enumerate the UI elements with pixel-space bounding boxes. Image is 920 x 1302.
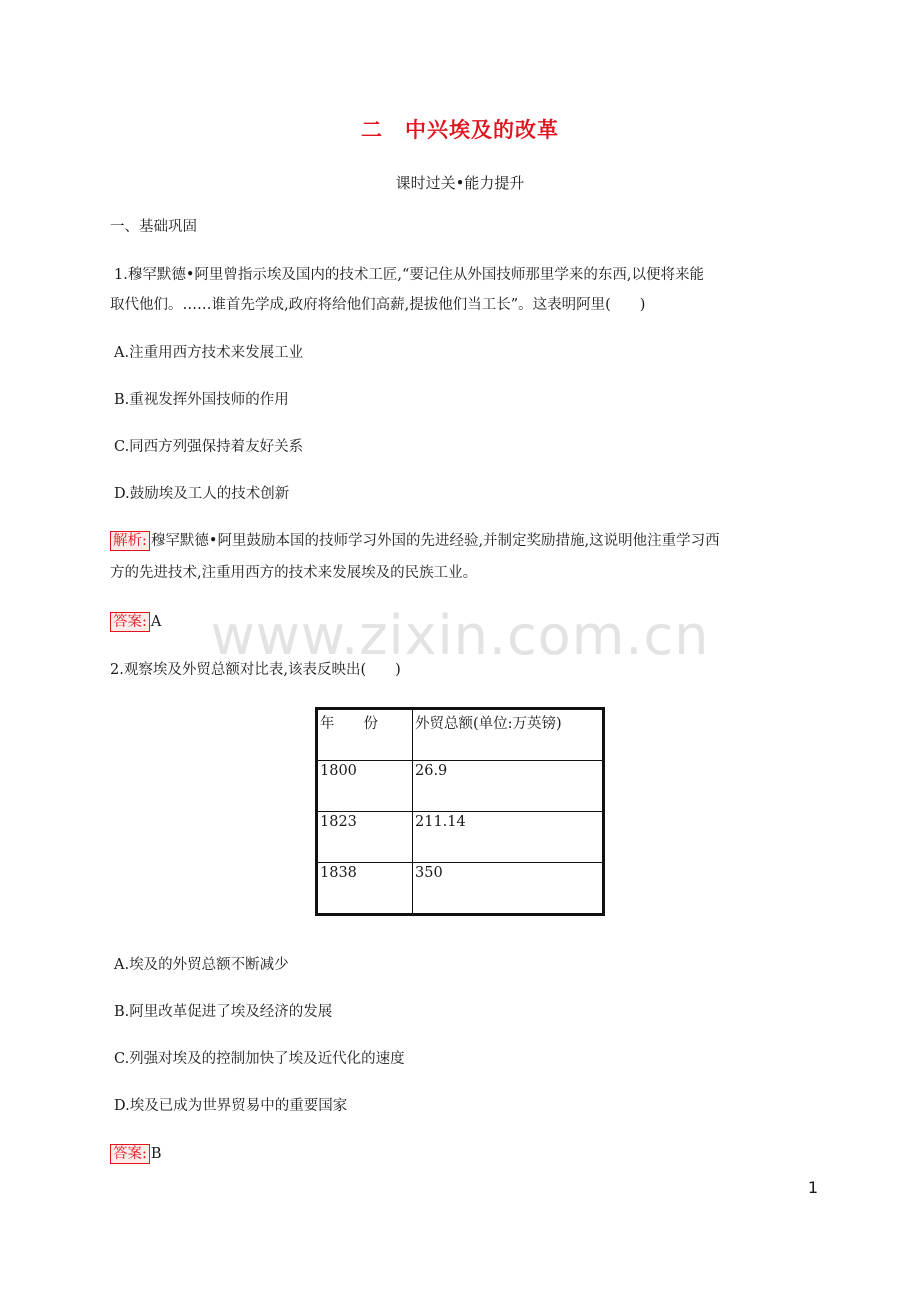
answer-tag: 答案: [110, 612, 150, 632]
table-cell-value: 211.14 [413, 812, 604, 863]
q1-option-a[interactable]: A.注重用西方技术来发展工业 [114, 345, 304, 361]
table-header-year: 年 份 [317, 709, 413, 761]
q2-option-c[interactable]: C.列强对埃及的控制加快了埃及近代化的速度 [114, 1051, 405, 1067]
answer-tag: 答案: [110, 1144, 150, 1164]
q2-option-b[interactable]: B.阿里改革促进了埃及经济的发展 [114, 1004, 333, 1020]
q1-analysis-line2: 方的先进技术,注重用西方的技术来发展埃及的民族工业。 [110, 565, 478, 581]
q1-analysis [110, 531, 720, 551]
q1-option-b[interactable]: B.重视发挥外国技师的作用 [114, 392, 289, 408]
q1-option-c[interactable]: C.同西方列强保持着友好关系 [114, 439, 304, 455]
page-subtitle: 课时过关•能力提升 [395, 174, 525, 192]
table-row [317, 761, 604, 812]
page-title: 二 中兴埃及的改革 [361, 118, 559, 142]
section-heading: 一、基础巩固 [110, 219, 197, 235]
q1-option-d[interactable]: D.鼓励埃及工人的技术创新 [114, 486, 290, 502]
q2-answer-value: B [150, 1146, 162, 1162]
table-row [317, 863, 604, 915]
q2-option-a[interactable]: A.埃及的外贸总额不断减少 [114, 957, 289, 973]
q1-stem-line2: 取代他们。……谁首先学成,政府将给他们高薪,提拔他们当工长”。这表明阿里( ) [110, 297, 646, 313]
analysis-tag: 解析: [110, 531, 150, 551]
q1-analysis-line1: 穆罕默德•阿里鼓励本国的技师学习外国的先进经验,并制定奖励措施,这说明他注重学习西 [150, 533, 720, 549]
table-cell-value: 350 [413, 863, 604, 915]
table-cell-year: 1800 [317, 761, 413, 812]
table-cell-year: 1823 [317, 812, 413, 863]
page-number: 1 [807, 1178, 818, 1197]
table-header-trade: 外贸总额(单位:万英镑) [413, 709, 604, 761]
table-cell-value: 26.9 [413, 761, 604, 812]
q2-stem: 2.观察埃及外贸总额对比表,该表反映出( ) [110, 662, 401, 678]
q1-answer-value: A [150, 614, 162, 630]
trade-table [315, 707, 605, 916]
table-cell-year: 1838 [317, 863, 413, 915]
watermark: www.zixin.com.cn [210, 604, 710, 667]
table-row [317, 812, 604, 863]
q2-answer [110, 1144, 162, 1164]
q1-stem-line1: 1.穆罕默德•阿里曾指示埃及国内的技术工匠,“要记住从外国技师那里学来的东西,以便将来能 [114, 267, 705, 283]
q2-option-d[interactable]: D.埃及已成为世界贸易中的重要国家 [114, 1098, 348, 1114]
table-header-row [317, 709, 604, 761]
